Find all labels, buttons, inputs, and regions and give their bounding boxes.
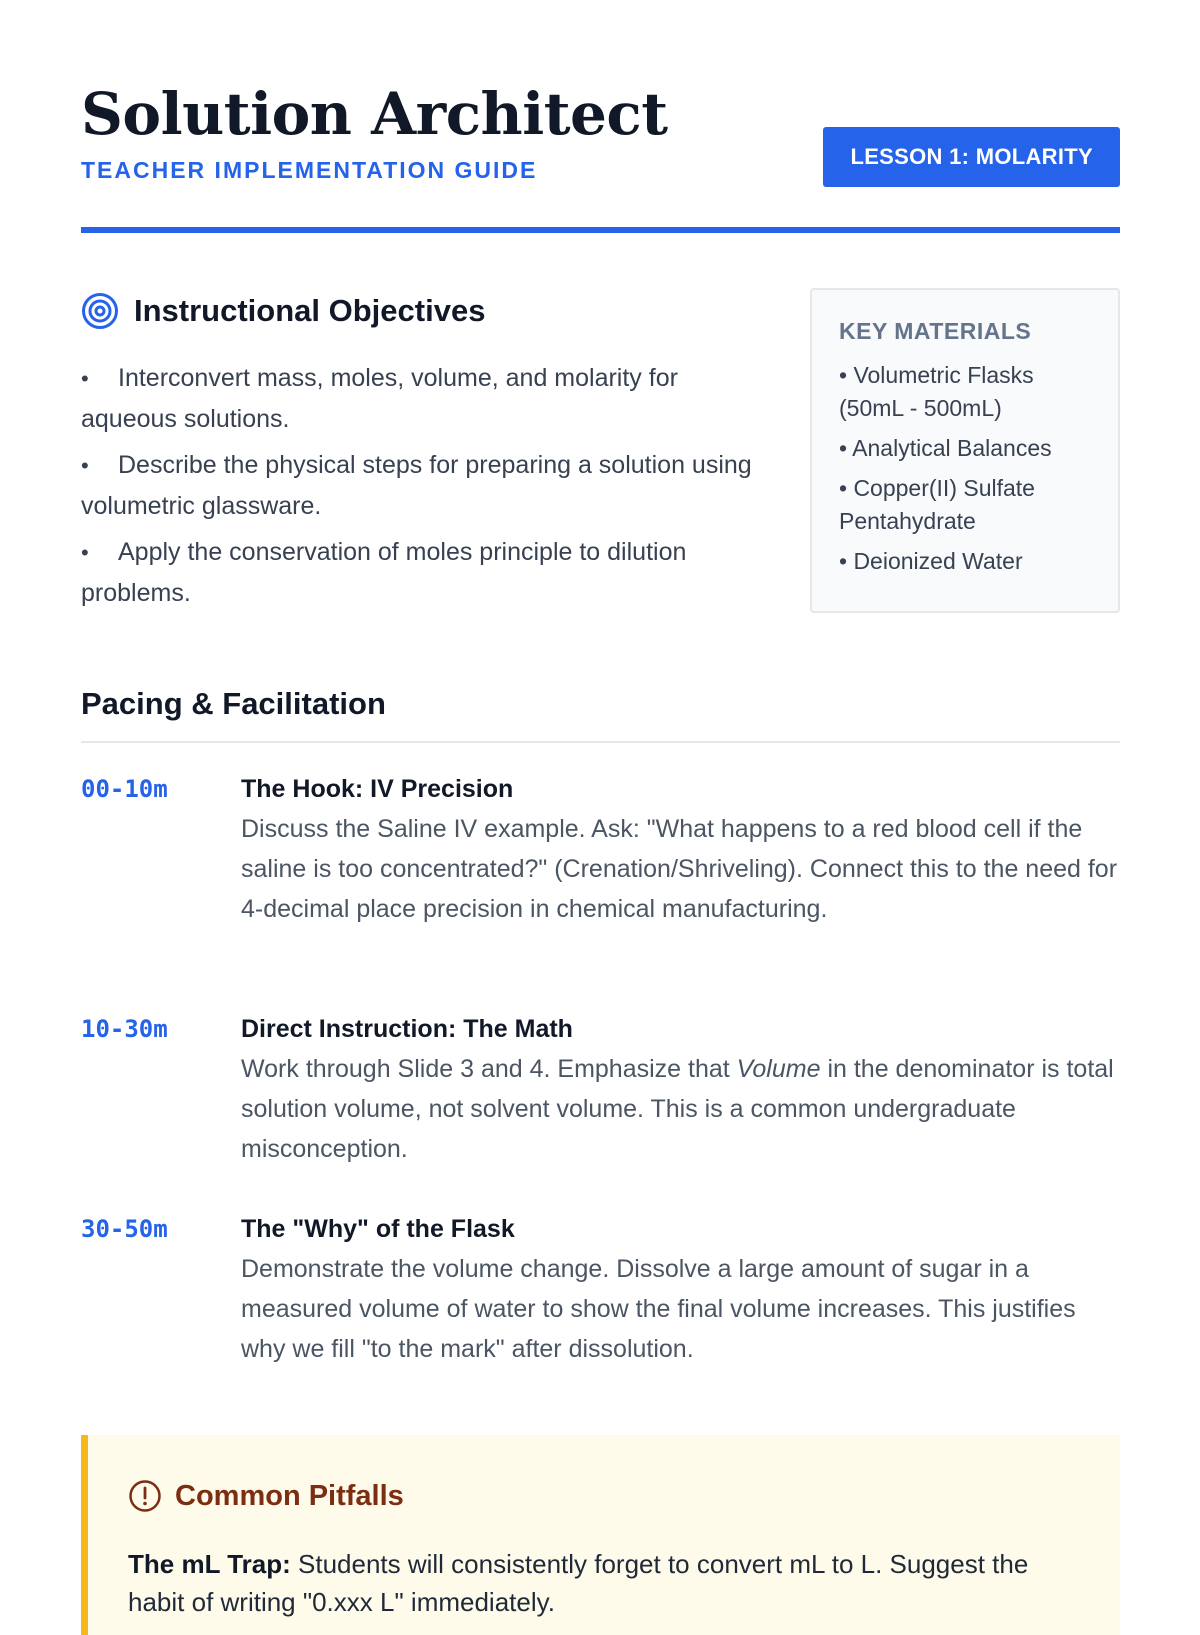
pitfalls-text (128, 1545, 1088, 1621)
page-subtitle: TEACHER IMPLEMENTATION GUIDE (81, 157, 538, 183)
material-item: • Deionized Water (839, 548, 1023, 574)
objective-text: Interconvert mass, moles, volume, and molarity for aqueous solutions. (81, 364, 678, 433)
materials-title: KEY MATERIALS (839, 318, 1032, 344)
pacing-divider (81, 741, 1120, 743)
objective-item (81, 358, 771, 439)
pitfalls-body: Students will consistently forget to convert mL to L. Suggest the habit of writing "0.xxx L" immediately. (128, 1549, 1029, 1617)
pacing-body (241, 769, 1121, 929)
page-title: Solution Architect (81, 80, 668, 148)
pacing-time: 30-50m (81, 1215, 168, 1243)
pacing-time: 10-30m (81, 1015, 168, 1043)
guide-page (81, 0, 1120, 1617)
pacing-title: Pacing & Facilitation (81, 686, 386, 721)
pacing-time: 00-10m (81, 775, 168, 803)
objective-text: Describe the physical steps for preparing a solution using volumetric glassware. (81, 451, 752, 520)
material-item: • Copper(II) Sulfate Pentahydrate (839, 475, 1035, 534)
pitfalls-lead: The mL Trap: (128, 1549, 291, 1579)
alert-circle-icon (128, 1479, 162, 1513)
objective-item (81, 445, 771, 526)
material-item: • Volumetric Flasks (50mL - 500mL) (839, 362, 1034, 421)
pacing-text (241, 1049, 1121, 1169)
objectives-title: Instructional Objectives (134, 293, 486, 328)
pacing-heading: The "Why" of the Flask (241, 1215, 515, 1243)
pitfalls-title: Common Pitfalls (175, 1479, 404, 1512)
target-icon (81, 292, 119, 330)
bullet: • (81, 366, 89, 391)
pacing-text-part: Work through Slide 3 and 4. Emphasize that (241, 1055, 737, 1083)
objectives-list (81, 358, 771, 613)
pacing-text-emphasis: Volume (736, 1055, 821, 1083)
pacing-body (241, 1009, 1121, 1169)
objective-text: Apply the conservation of moles principle to dilution problems. (81, 538, 687, 607)
lesson-badge: LESSON 1: MOLARITY (823, 127, 1120, 187)
material-item: • Analytical Balances (839, 435, 1052, 461)
header-divider (81, 227, 1120, 233)
common-pitfalls-callout (81, 1435, 1120, 1635)
pitfalls-heading (128, 1479, 404, 1513)
pacing-text: Discuss the Saline IV example. Ask: "What happens to a red blood cell if the saline is too concentrated?" (Crenation/Shriveling). Connect this to the need for 4-decimal place precision in chemical manufacturing. (241, 815, 1118, 923)
key-materials-box (810, 288, 1120, 613)
bullet: • (81, 540, 89, 565)
pacing-body (241, 1209, 1121, 1369)
bullet: • (81, 453, 89, 478)
pacing-text: Demonstrate the volume change. Dissolve a large amount of sugar in a measured volume of water to show the final volume increases. This justifies why we fill "to the mark" after dissolution. (241, 1255, 1076, 1363)
objectives-section (81, 288, 771, 619)
objective-item (81, 532, 771, 613)
pacing-heading: The Hook: IV Precision (241, 775, 514, 803)
header (81, 0, 1120, 234)
objectives-heading (81, 288, 771, 334)
pacing-text-part: in the denominator is total solution volume, not solvent volume. This is a common undergraduate misconception. (241, 1055, 1114, 1163)
pacing-heading: Direct Instruction: The Math (241, 1015, 573, 1043)
materials-list (839, 359, 1092, 578)
